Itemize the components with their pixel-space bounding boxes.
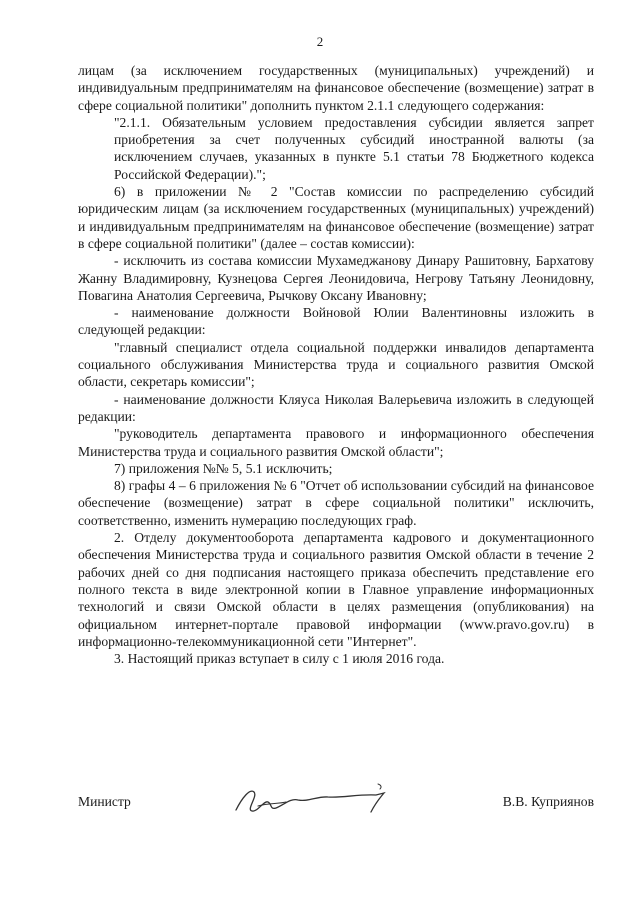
- paragraph-klyaus-position: "руководитель департамента правового и информационного обеспечения Министерства труда и социального развития Омской области";: [78, 426, 594, 459]
- paragraph-point-3: 3. Настоящий приказ вступает в силу с 1 июля 2016 года.: [114, 651, 445, 667]
- paragraph-exclude-members: - исключить из состава комиссии Мухамеджанову Динару Рашитовну, Бархатову Жанну Владимировну, Кузнецова Сергея Леонидовича, Негрову Татьяну Леонидовну, Повагина Анатолия Сергеевича, Рычкову Оксану Ивановну;: [78, 253, 594, 303]
- paragraph-point-2: 2. Отделу документооборота департамента кадрового и документационного обеспечения Министерства труда и социального развития Омской области в течение 2 рабочих дней со дня подписания настоящего приказа обеспечить представление его полного текста в виде электронной копии в Главное управление информационных технологий и связи Омской области в целях размещения (опубликования) на официальном интернет-портале правовой информации (www.pravo.gov.ru) в информационно-телекоммуникационной сети "Интернет".: [78, 530, 594, 649]
- document-body: [78, 62, 594, 667]
- signatory-name: В.В. Куприянов: [502, 794, 594, 809]
- paragraph-item-7: 7) приложения №№ 5, 5.1 исключить;: [114, 460, 333, 476]
- paragraph-rename-voinova: - наименование должности Войновой Юлии Валентиновны изложить в следующей редакции:: [78, 305, 594, 338]
- paragraph-rename-klyaus: - наименование должности Кляуса Николая Валерьевича изложить в следующей редакции:: [78, 391, 594, 424]
- page-number: 2: [316, 34, 324, 49]
- paragraph-item-8: 8) графы 4 – 6 приложения № 6 "Отчет об использовании субсидий на финансовое обеспечение (возмещение) затрат в сфере социальной политики" исключить, соответственно, изменить нумерацию последующих граф.: [78, 478, 594, 528]
- signatory-title: Министр: [78, 794, 131, 809]
- paragraph-quote: "2.1.1. Обязательным условием предоставления субсидии является запрет приобретения за счет полученных субсидий иностранной валюты (за исключением случаев, указанных в пункте 5.1 статьи 78 Бюджетного кодекса Российской Федерации).";: [114, 114, 594, 182]
- paragraph-item-6: 6) в приложении № 2 "Состав комиссии по распределению субсидий юридическим лицам (за исключением государственных (муниципальных) учреждений) и индивидуальным предпринимателям на финансовое обеспечение (возмещение) затрат в сфере социальной политики" (далее – состав комиссии):: [78, 184, 594, 251]
- paragraph-voinova-position: "главный специалист отдела социальной поддержки инвалидов департамента социального обслуживания Министерства труда и социального развития Омской области, секретарь комиссии";: [78, 339, 594, 390]
- paragraph: лицам (за исключением государственных (муниципальных) учреждений) и индивидуальным предпринимателям на финансовое обеспечение (возмещение) затрат в сфере социальной политики" дополнить пунктом 2.1.1 следующего содержания:: [78, 63, 594, 113]
- handwritten-signature: [228, 780, 398, 820]
- signature-block: [78, 780, 594, 840]
